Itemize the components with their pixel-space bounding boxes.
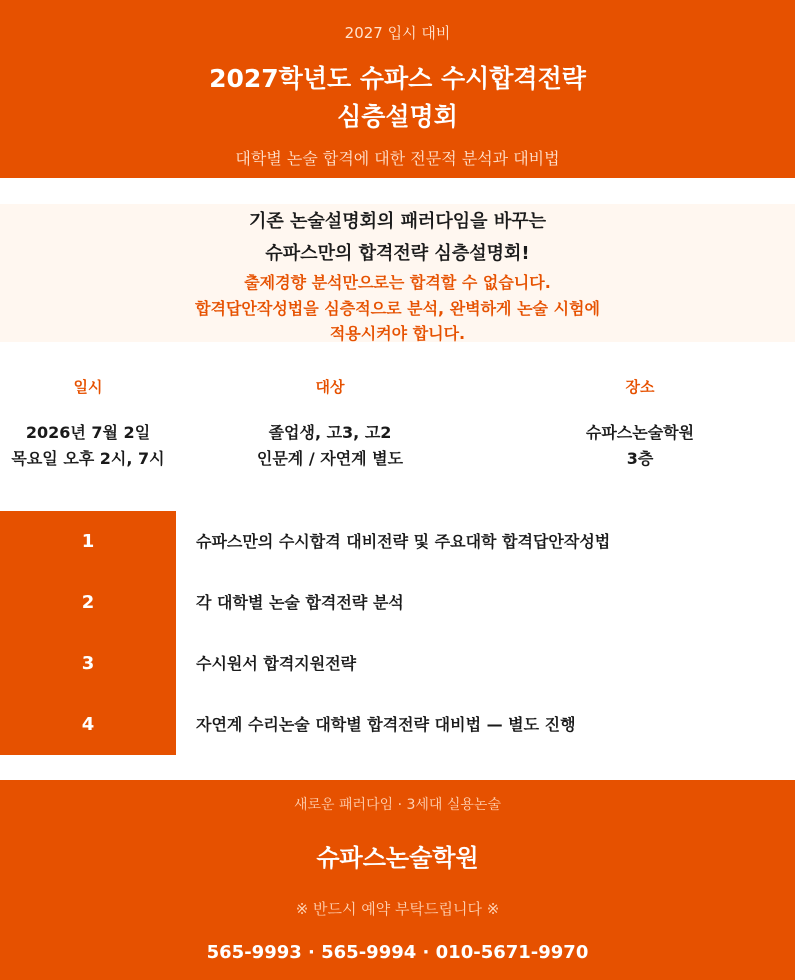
info-date-label: 일시 <box>73 378 103 396</box>
footer-banner <box>0 780 795 980</box>
contact-phones: 565-9993 · 565-9994 · 010-5671-9970 <box>206 942 589 963</box>
reservation-notice: ※ 반드시 예약 부탁드립니다 ※ <box>295 900 500 918</box>
info-place-label: 장소 <box>625 378 655 396</box>
intro-line1: 기존 논술설명회의 패러다임을 바꾸는 <box>248 211 546 232</box>
agenda-text: 각 대학별 논술 합격전략 분석 <box>196 593 404 612</box>
agenda-number: 1 <box>0 511 176 572</box>
agenda-item <box>0 694 795 755</box>
page-title <box>0 60 795 136</box>
info-place-value: 슈파스논술학원 <box>585 423 695 442</box>
header-kicker: 2027 입시 대비 <box>344 24 451 42</box>
page-title-line2: 심층설명회 <box>337 102 458 131</box>
agenda-list <box>0 511 795 755</box>
info-target-value: 졸업생, 고3, 고2 <box>268 423 392 442</box>
intro-line2: 슈파스만의 합격전략 심층설명회! <box>265 243 530 264</box>
agenda-text: 슈파스만의 수시합격 대비전략 및 주요대학 합격답안작성법 <box>196 532 611 551</box>
page-title-line1: 2027학년도 슈파스 수시합격전략 <box>209 64 586 93</box>
info-date-time: 목요일 오후 2시, 7시 <box>11 449 165 468</box>
agenda-number: 3 <box>0 633 176 694</box>
info-place <box>510 372 770 472</box>
info-target <box>200 372 460 472</box>
info-place-floor: 3층 <box>626 449 654 468</box>
intro-line4: 합격답안작성법을 심층적으로 분석, 완벽하게 논술 시험에 <box>195 299 600 318</box>
intro-section <box>0 204 795 342</box>
footer-slogan: 새로운 패러다임 · 3세대 실용논술 <box>294 797 501 813</box>
agenda-text: 자연계 수리논술 대학별 합격전략 대비법 — 별도 진행 <box>196 715 576 734</box>
agenda-text: 수시원서 합격지원전략 <box>196 654 357 673</box>
agenda-item <box>0 511 795 572</box>
event-info <box>0 372 795 482</box>
agenda-number: 2 <box>0 572 176 633</box>
intro-line5: 적용시켜야 합니다. <box>329 324 466 343</box>
agenda-number: 4 <box>0 694 176 755</box>
academy-name: 슈파스논술학원 <box>316 844 479 872</box>
info-target-track: 인문계 / 자연계 별도 <box>256 449 404 468</box>
agenda-item <box>0 572 795 633</box>
info-target-label: 대상 <box>315 378 345 396</box>
agenda-item <box>0 633 795 694</box>
intro-line3: 출제경향 분석만으로는 합격할 수 없습니다. <box>244 273 551 292</box>
header-banner <box>0 0 795 178</box>
header-subtitle: 대학별 논술 합격에 대한 전문적 분석과 대비법 <box>235 149 560 168</box>
info-date <box>0 372 176 472</box>
info-date-value: 2026년 7월 2일 <box>25 423 151 442</box>
